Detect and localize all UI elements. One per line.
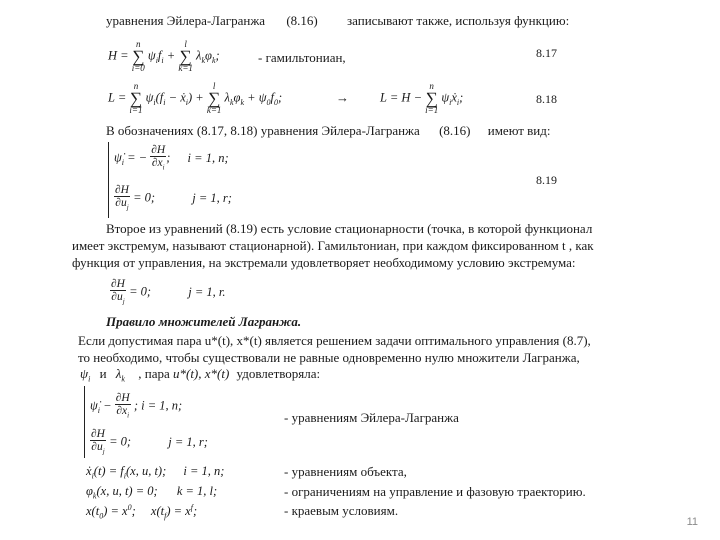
stationarity-equation <box>110 278 226 307</box>
denominator: ∂u <box>91 441 103 453</box>
text-fragment: имеют вид: <box>487 123 551 138</box>
paragraph-line: Второе из уравнений (8.19) есть условие стационарности (точка, в которой функционал <box>106 221 593 236</box>
paragraph-line: то необходимо, чтобы существовали не равные одновременно нулю множители Лагранжа, <box>78 350 580 365</box>
system-8-19-row-1: $\psi̇_i$ = − $\frac{\partial H}{\partial x_i}$ ; i = 1, n; <box>114 144 229 172</box>
equation-term: ẋ <box>180 90 186 105</box>
implies-arrow: → <box>336 90 349 105</box>
equation-term: φ <box>233 90 241 105</box>
text-line-4 <box>106 123 550 139</box>
denominator: ∂x <box>116 405 128 417</box>
equation-term: x(t <box>150 504 165 519</box>
numerator: ∂H <box>111 278 125 290</box>
equation-term: λ <box>224 90 230 105</box>
text-fragment: (8.16) <box>439 123 471 138</box>
equation-term: (t) = f <box>93 464 124 478</box>
text-fragment: В обозначениях (8.17, 8.18) уравнения Эйлера-Лагранжа <box>106 123 420 138</box>
text-fragment: и <box>99 366 107 381</box>
equation-term: k = 1, l; <box>176 484 218 498</box>
equation-term: H = <box>108 48 129 63</box>
sum-symbol: l ∑ k=1 <box>178 39 193 73</box>
condition-description: - уравнениям Эйлера-Лагранжа <box>284 410 459 425</box>
equation-number: 8.19 <box>536 173 557 187</box>
equation-8-18: L = n ∑ i=1 $\psi_i(f_i$ − ẋ$_i$) + l ∑ k=1 $\lambda_k\varphi_k + \psi_0f_0$; <box>108 81 283 115</box>
condition-description: - ограничениям на управление и фазовую траекторию. <box>284 484 586 499</box>
equation-term: ; i = 1, n; <box>133 398 183 413</box>
equation-term: ) = x <box>103 504 128 519</box>
sum-lower: k=1 <box>178 63 193 73</box>
equation-term: ψ <box>80 366 89 381</box>
sum-symbol: n ∑ i=1 <box>129 81 143 115</box>
text-fragment: (8.16) <box>286 13 318 28</box>
numerator: ∂H <box>115 392 130 404</box>
equation-term: (f <box>155 90 164 105</box>
text-line-1 <box>106 13 569 29</box>
equation-term: ) = x <box>166 504 191 519</box>
paragraph-line: имеет экстремум, называют стационарной). Гамильтониан, при каждом фиксированном t , как <box>72 238 594 253</box>
numerator: ∂H <box>115 184 129 196</box>
numerator: ∂H <box>91 428 105 440</box>
slide-number: 11 <box>686 516 698 528</box>
sum-upper: l <box>184 39 187 49</box>
partial-fraction: $\frac{\partial H}{\partial u_j}$ <box>91 428 105 456</box>
sum-lower: i=1 <box>129 105 143 115</box>
condition-row-2 <box>90 428 208 457</box>
equation-description: - гамильтониан, <box>258 50 346 65</box>
equation-term: i = 1, n; <box>187 150 229 165</box>
condition-row-4: $\varphi_k(x$, u, t) = 0; k = 1, l; <box>86 484 218 501</box>
partial-fraction: $\frac{\partial H}{\partial x_i}$ <box>115 392 130 420</box>
equation-term: ψ̇ <box>114 150 122 165</box>
equation-term: u*(t), x*(t) <box>172 366 230 381</box>
condition-description: - уравнениям объекта, <box>284 464 407 479</box>
equation-term: j = 1, r; <box>192 190 232 205</box>
condition-row-1: $\psi̇_i$ − $\frac{\partial H}{\partial x_i}$ ; i = 1, n; <box>90 392 183 420</box>
sum-upper: n <box>429 81 434 91</box>
sum-lower: i=1 <box>425 105 439 115</box>
equation-term: ψ̇ <box>90 398 98 413</box>
equation-term: f <box>157 48 162 63</box>
equation-term: L = H − <box>380 90 422 105</box>
sum-symbol: n ∑ i=1 <box>425 81 439 115</box>
equation-term: ψ <box>441 90 450 105</box>
equation-term: φ <box>86 484 93 498</box>
system-8-19-row-2 <box>114 184 232 213</box>
equation-term: f <box>270 90 274 105</box>
sum-upper: n <box>133 81 139 91</box>
equation-term: x(t <box>86 504 100 519</box>
system-brace <box>108 142 109 218</box>
equation-term: i = 1, n; <box>183 464 225 478</box>
equation-term: ẋ <box>451 90 457 105</box>
text-fragment: , пара <box>138 366 170 381</box>
sum-lower: i=0 <box>131 63 145 73</box>
equation-term: − <box>103 398 112 413</box>
equation-term: (x, u, t) = 0; <box>96 484 158 498</box>
equation-number: 8.17 <box>536 46 557 60</box>
equation-8-17: H = n ∑ i=0 $\psi_if_i + l$ ∑ k=1 $\lambda_k\varphi_k$; <box>108 39 220 73</box>
equation-term: j = 1, r. <box>188 284 226 299</box>
partial-fraction: $\frac{\partial H}{\partial u_j}$ <box>111 278 125 306</box>
conditions-brace <box>84 386 85 458</box>
denominator: ∂u <box>111 291 123 303</box>
equation-term: = − <box>127 150 148 165</box>
condition-row-5: $x(t_0) = x^0$; $x(t_f) = x^f$; <box>86 503 198 521</box>
equation-term: λ <box>196 48 202 63</box>
sum-upper: n <box>136 39 141 49</box>
denominator: ∂u <box>115 197 127 209</box>
equation-term: ; <box>131 504 136 519</box>
equation-term: L = <box>108 90 127 105</box>
equation-term: ψ <box>145 90 154 105</box>
sum-symbol: n ∑ i=0 <box>131 39 145 73</box>
section-heading: Правило множителей Лагранжа. <box>106 314 302 329</box>
text-fragment: уравнения Эйлера-Лагранжа <box>106 13 266 28</box>
equation-term: = 0; <box>129 284 152 299</box>
equation-8-18-rhs: L = H − n ∑ i=1 $\psi_iẋ_i$; <box>380 81 464 115</box>
sum-lower: k=1 <box>206 105 222 115</box>
equation-term: (x, u, t); <box>126 464 167 478</box>
numerator: ∂H <box>151 144 166 156</box>
equation-term: = 0; <box>133 190 156 205</box>
paragraph-line: функция от управления, на экстремали удовлетворяет необходимому условию экстремума: <box>72 255 576 270</box>
condition-description: - краевым условиям. <box>284 503 399 518</box>
equation-term: j = 1, r; <box>168 434 208 449</box>
partial-fraction: $\frac{\partial H}{\partial x_i}$ <box>151 144 166 172</box>
text-fragment: записывают также, используя функцию: <box>347 13 570 28</box>
paragraph-line: $\psi_i$ и $\lambda_k$ , пара u*(t), x*(t) удовлетворяла: <box>80 366 321 384</box>
equation-term: ẋ <box>86 464 92 478</box>
denominator: ∂x <box>151 157 163 169</box>
equation-number: 8.18 <box>536 92 557 106</box>
equation-term: = 0; <box>109 434 132 449</box>
partial-fraction: $\frac{\partial H}{\partial u_j}$ <box>115 184 129 212</box>
text-fragment: удовлетворяла: <box>236 366 321 381</box>
equation-term: φ <box>205 48 212 63</box>
sum-upper: l <box>212 81 216 91</box>
equation-term: ψ <box>147 48 156 63</box>
paragraph-line: Если допустимая пара u*(t), x*(t) является решением задачи оптимального управления (8.7), <box>78 333 591 348</box>
sum-symbol: l ∑ k=1 <box>206 81 222 115</box>
equation-term: λ <box>115 366 122 381</box>
equation-term: ψ <box>258 90 267 105</box>
condition-row-3: ẋ$_i$(t) = $f_i(x$, u, t); i = 1, n; <box>86 464 225 481</box>
